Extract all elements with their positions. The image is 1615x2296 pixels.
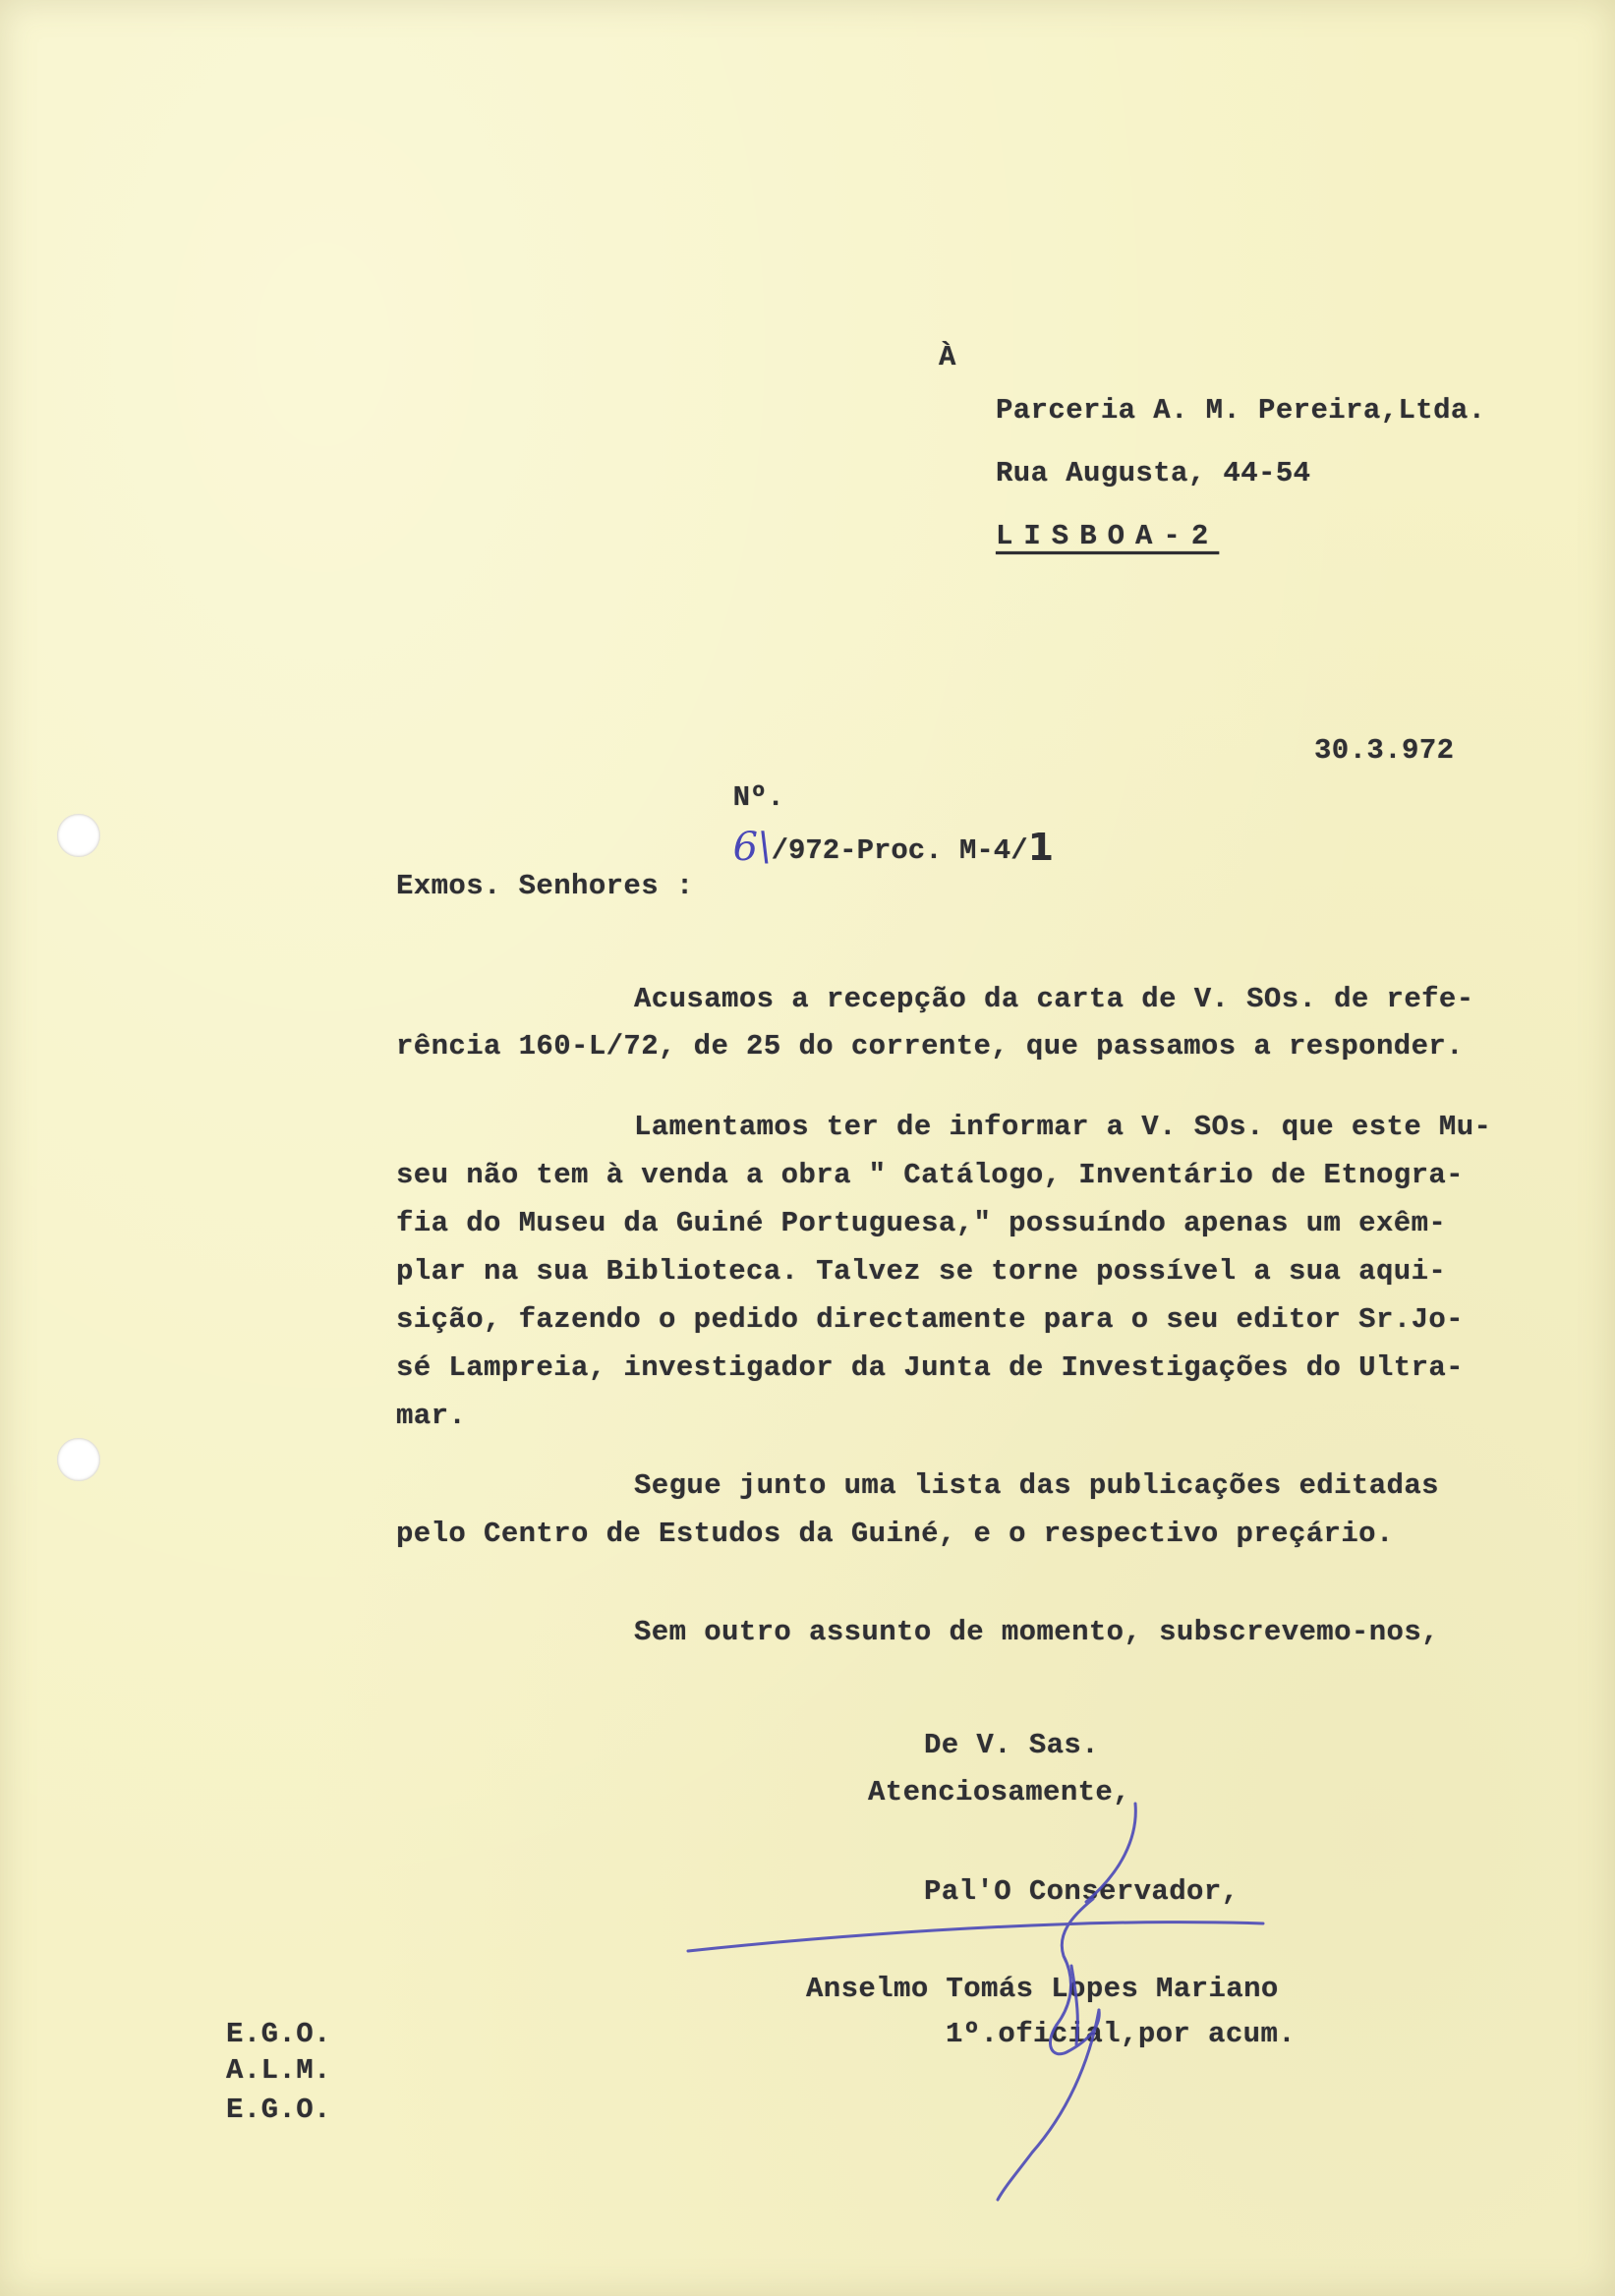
recipient-name: Parceria A. M. Pereira,Ltda. [996, 394, 1486, 427]
paragraph-3-line-1: Segue junto uma lista das publicações editadas [634, 1469, 1439, 1502]
signer-role: 1º.oficial,por acum. [946, 2018, 1297, 2050]
initials-line-3: E.G.O. [226, 2094, 331, 2126]
paragraph-4-line-1: Sem outro assunto de momento, subscrevemo-nos, [634, 1616, 1439, 1648]
paragraph-2-line-6: sé Lampreia, investigador da Junta de Investigações do Ultra- [396, 1351, 1464, 1384]
paragraph-1-line-2: rência 160-L/72, de 25 do corrente, que passamos a responder. [396, 1030, 1464, 1062]
reference-handwritten-mark: \ [758, 825, 772, 870]
paragraph-1-line-1: Acusamos a recepção da carta de V. SOs. de refe- [634, 983, 1474, 1015]
paragraph-2-line-2: seu não tem à venda a obra " Catálogo, Inventário de Etnogra- [396, 1159, 1464, 1191]
paragraph-3-line-2: pelo Centro de Estudos da Guiné, e o respectivo preçário. [396, 1518, 1394, 1550]
reference-handwritten-end: 1 [1027, 826, 1055, 869]
paragraph-2-line-1: Lamentamos ter de informar a V. SOs. que este Mu- [634, 1111, 1492, 1143]
paragraph-2-line-5: sição, fazendo o pedido directamente para o seu editor Sr.Jo- [396, 1303, 1464, 1336]
closing-line-1: De V. Sas. [924, 1729, 1100, 1761]
paragraph-2-line-7: mar. [396, 1400, 467, 1432]
recipient-street: Rua Augusta, 44-54 [996, 457, 1311, 489]
paragraph-2-line-4: plar na sua Biblioteca. Talvez se torne possível a sua aqui- [396, 1255, 1447, 1288]
recipient-city: LISBOA-2 [996, 520, 1220, 552]
salutation: Exmos. Senhores : [396, 870, 694, 902]
signer-name: Anselmo Tomás Lopes Mariano [806, 1973, 1279, 2005]
letter-date: 30.3.972 [1314, 734, 1455, 767]
closing-title: Pal'O Conservador, [924, 1875, 1240, 1908]
paragraph-2-line-3: fia do Museu da Guiné Portuguesa," possuíndo apenas um exêm- [396, 1207, 1447, 1239]
recipient-prefix: À [939, 341, 956, 373]
reference-process: /972-Proc. M-4/ [771, 834, 1028, 867]
initials-line-2: A.L.M. [226, 2054, 331, 2087]
initials-line-1: E.G.O. [226, 2018, 331, 2050]
reference-handwritten-number: 6 [732, 825, 759, 870]
reference-prefix: Nº. [732, 781, 784, 814]
closing-line-2: Atenciosamente, [868, 1776, 1131, 1808]
